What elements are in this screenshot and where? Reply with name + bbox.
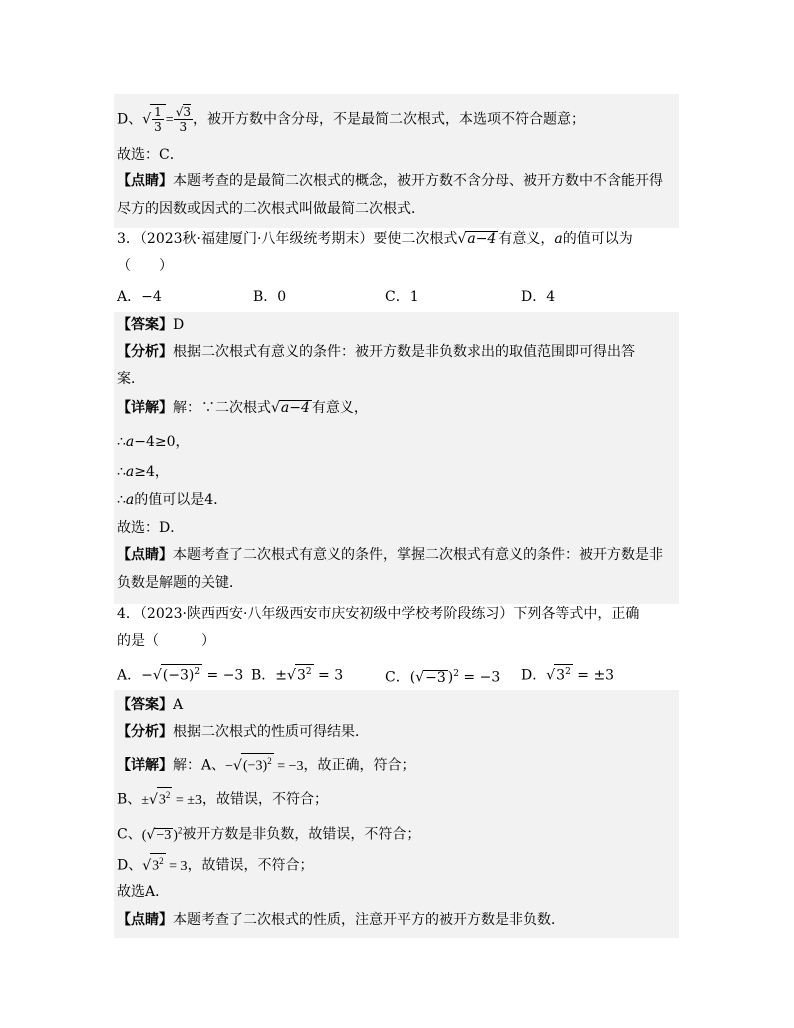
radicand-fraction: $\frac{1}{3}$	[150, 104, 166, 134]
choice-c-line: 故选：C．	[117, 147, 184, 163]
result-fraction: $\frac{√3}{3}$	[175, 105, 191, 134]
detail-4-b: B、$\pm√3^2 = \pm 3$，故错误，不符合；	[117, 787, 328, 811]
answer-3	[117, 315, 184, 335]
choice-d-line: 故选：D．	[117, 520, 185, 536]
step-text: ≥4，	[134, 464, 169, 480]
key-point-text: 本题考查了二次根式有意义的条件，掌握二次根式有意义的条件：被开方数是非	[173, 547, 663, 563]
option-label: C、	[117, 826, 142, 843]
key-point-line-2: 尽方的因数或因式的二次根式叫做最简二次根式．	[117, 201, 425, 217]
analysis-3-line-1	[117, 342, 635, 362]
analysis-text: 根据二次根式有意义的条件：被开方数是非负数求出的取值范围即可得出答	[173, 344, 635, 360]
step-1	[117, 432, 190, 452]
radical-sign: √	[457, 231, 467, 247]
radicand: a−4	[467, 231, 497, 247]
key-point-text: 本题考查了二次根式的性质，注意开平方的被开方数是非负数．	[173, 912, 565, 928]
option-label: D、	[117, 857, 143, 874]
analysis-3-line-2: 案．	[117, 371, 145, 387]
detail-tag: 【详解】	[117, 757, 173, 774]
question-3-paren: （ ）	[117, 258, 173, 274]
option-b: B．0	[253, 289, 287, 305]
detail-4: 【详解】解：A、$-√(-3)^2 = -3$，故正确，符合；	[117, 753, 415, 777]
analysis-tag: 【分析】	[117, 344, 173, 360]
radicand: a−4	[280, 400, 310, 416]
detail-text: 解：A、	[173, 757, 226, 774]
option-d: D．$√3^2 = \pm 3$	[521, 664, 614, 686]
detail-tag: 【详解】	[117, 400, 173, 416]
key-point-tag: 【点睛】	[117, 912, 173, 928]
answer-value: A	[173, 697, 184, 713]
detail-text: ，故错误，不符合；	[187, 857, 314, 874]
answer-value: D	[173, 317, 185, 333]
variable-a: a	[125, 464, 135, 480]
key-point-line-1	[117, 171, 663, 191]
answer-tag: 【答案】	[117, 697, 173, 713]
analysis-tag: 【分析】	[117, 724, 173, 740]
question-3-text: 3．（2023秋·福建厦门·八年级统考期末）要使二次根式	[117, 231, 458, 247]
therefore-sign: ∴	[117, 464, 126, 480]
therefore-sign: ∴	[117, 492, 126, 508]
detail-4-c: C、(√−3 )$^2$被开方数是非负数，故错误，不符合；	[117, 825, 421, 843]
option-b: B．$\pm√3^2 = 3$	[251, 664, 343, 686]
step-text: −4≥0，	[134, 434, 190, 450]
variable-a: a	[125, 492, 135, 508]
option-label: B、	[117, 791, 142, 808]
key-point-4	[117, 910, 565, 930]
analysis-text: 根据二次根式的性质可得结果．	[173, 724, 369, 740]
question-4-stem: 4．（2023·陕西西安·八年级西安市庆安初级中学校考阶段练习）下列各等式中，正确	[117, 606, 640, 622]
question-3-text-mid: 有意义，	[498, 231, 555, 247]
detail-text-end: ，故正确，符合；	[303, 757, 416, 774]
key-point-tag: 【点睛】	[117, 547, 173, 563]
choice-a-line: 故选A．	[117, 884, 170, 900]
step-2	[117, 462, 169, 482]
option-d: D．4	[521, 289, 556, 305]
radical-sign: √	[142, 111, 152, 128]
key-point-tag: 【点睛】	[117, 173, 173, 189]
variable-a: a	[554, 231, 563, 247]
question-3-stem	[117, 229, 633, 249]
analysis-4	[117, 722, 369, 742]
step-text: 的值可以是4．	[134, 492, 228, 508]
option-label: D、	[117, 111, 143, 128]
option-a: A．$-√(-3)^2 = -3$	[117, 664, 243, 686]
detail-text: 被开方数是非负数，故错误，不符合；	[182, 826, 421, 843]
question-4-stem-2: 的是（ ）	[117, 633, 215, 649]
detail-3	[117, 398, 368, 418]
answer-4	[117, 695, 183, 715]
key-point-3-line-1	[117, 545, 663, 565]
detail-text: ，故错误，不符合；	[202, 791, 328, 808]
option-c: C．1	[385, 289, 419, 305]
explanation-text: ，被开方数中含分母，不是最简二次根式，本选项不符合题意；	[193, 111, 585, 128]
detail-text-end: 有意义，	[311, 400, 368, 416]
question-3-text-end: 的值可以为	[562, 231, 633, 247]
key-point-3-line-2: 负数是解题的关键．	[117, 575, 243, 591]
answer-tag: 【答案】	[117, 317, 173, 333]
option-a: A．−4	[117, 289, 162, 305]
option-c: C．(√−3 )$^2$ = −3	[385, 669, 501, 686]
detail-4-d: D、$√3^2 = 3$，故错误，不符合；	[117, 853, 314, 877]
variable-a: a	[125, 434, 135, 450]
detail-text: 解：∵二次根式	[173, 400, 271, 416]
therefore-sign: ∴	[117, 434, 126, 450]
key-point-text: 本题考查的是最简二次根式的概念，被开方数不含分母、被开方数中不含能开得	[173, 173, 663, 189]
step-3	[117, 490, 227, 510]
radical-sign: √	[271, 400, 280, 416]
option-d-explanation: D、√ $\frac{1}{3}$ = $\frac{√3}{3}$ ，被开方数中含分母，不是最简二次根式，本选项不符合题意；	[117, 105, 585, 134]
